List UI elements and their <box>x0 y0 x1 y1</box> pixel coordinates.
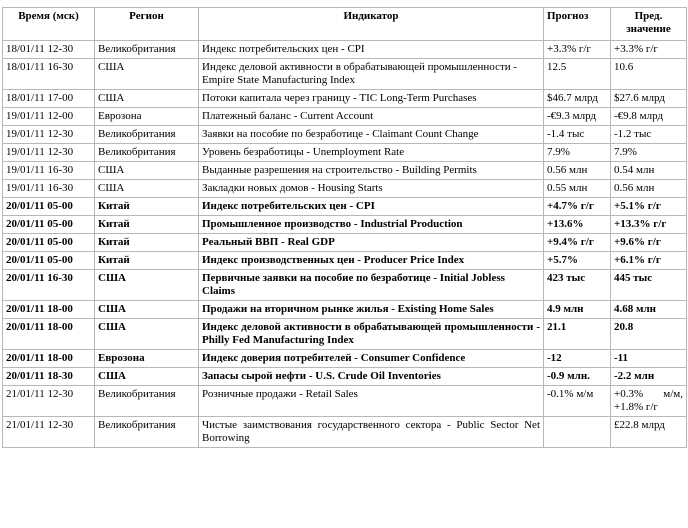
cell-forecast: $46.7 млрд <box>544 90 611 108</box>
table-row <box>3 350 687 368</box>
cell-time: 20/01/11 05-00 <box>3 198 95 216</box>
cell-forecast: -0.9 млн. <box>544 368 611 386</box>
header-indicator: Индикатор <box>199 8 544 41</box>
table-row <box>3 301 687 319</box>
cell-indicator: Первичные заявки на пособие по безработице - Initial Jobless Claims <box>199 270 544 301</box>
cell-time: 20/01/11 05-00 <box>3 216 95 234</box>
cell-region: США <box>95 319 199 350</box>
cell-time: 20/01/11 18-00 <box>3 301 95 319</box>
cell-indicator: Заявки на пособие по безработице - Claimant Count Change <box>199 126 544 144</box>
cell-region: США <box>95 368 199 386</box>
table-row <box>3 216 687 234</box>
cell-previous: 4.68 млн <box>611 301 687 319</box>
table-row <box>3 41 687 59</box>
cell-forecast: +4.7% г/г <box>544 198 611 216</box>
cell-previous: 10.6 <box>611 59 687 90</box>
cell-time: 19/01/11 16-30 <box>3 180 95 198</box>
cell-forecast: 21.1 <box>544 319 611 350</box>
cell-time: 20/01/11 05-00 <box>3 252 95 270</box>
header-row <box>3 8 687 41</box>
cell-forecast: +5.7% <box>544 252 611 270</box>
cell-previous: +3.3% г/г <box>611 41 687 59</box>
cell-region: Китай <box>95 198 199 216</box>
cell-previous: -€9.8 млрд <box>611 108 687 126</box>
cell-time: 21/01/11 12-30 <box>3 386 95 417</box>
cell-forecast: -12 <box>544 350 611 368</box>
cell-indicator: Индекс доверия потребителей - Consumer Confidence <box>199 350 544 368</box>
table-row <box>3 252 687 270</box>
cell-region: Китай <box>95 216 199 234</box>
header-forecast: Прогноз <box>544 8 611 41</box>
table-row <box>3 319 687 350</box>
cell-time: 21/01/11 12-30 <box>3 417 95 448</box>
cell-region: Еврозона <box>95 108 199 126</box>
header-region: Регион <box>95 8 199 41</box>
cell-forecast: -1.4 тыс <box>544 126 611 144</box>
cell-forecast: 423 тыс <box>544 270 611 301</box>
cell-region: США <box>95 301 199 319</box>
cell-previous: +6.1% г/г <box>611 252 687 270</box>
cell-time: 18/01/11 17-00 <box>3 90 95 108</box>
cell-region: Еврозона <box>95 350 199 368</box>
cell-region: Великобритания <box>95 126 199 144</box>
header-time: Время (мск) <box>3 8 95 41</box>
cell-forecast: 0.55 млн <box>544 180 611 198</box>
economic-calendar-table <box>2 7 687 448</box>
cell-indicator: Чистые заимствования государственного сектора - Public Sector Net Borrowing <box>199 417 544 448</box>
cell-time: 18/01/11 16-30 <box>3 59 95 90</box>
cell-time: 20/01/11 18-00 <box>3 350 95 368</box>
cell-indicator: Индекс деловой активности в обрабатывающей промышленности - Empire State Manufacturing Index <box>199 59 544 90</box>
cell-region: США <box>95 270 199 301</box>
cell-previous: 20.8 <box>611 319 687 350</box>
cell-indicator: Платежный баланс - Current Account <box>199 108 544 126</box>
table-row <box>3 126 687 144</box>
cell-forecast <box>544 417 611 448</box>
cell-forecast: +13.6% <box>544 216 611 234</box>
cell-time: 20/01/11 16-30 <box>3 270 95 301</box>
cell-indicator: Уровень безработицы - Unemployment Rate <box>199 144 544 162</box>
cell-time: 19/01/11 12-30 <box>3 126 95 144</box>
cell-forecast: 7.9% <box>544 144 611 162</box>
cell-indicator: Индекс потребительских цен - CPI <box>199 198 544 216</box>
cell-time: 19/01/11 12-30 <box>3 144 95 162</box>
cell-forecast: 12.5 <box>544 59 611 90</box>
cell-forecast: 0.56 млн <box>544 162 611 180</box>
cell-region: США <box>95 162 199 180</box>
cell-indicator: Розничные продажи - Retail Sales <box>199 386 544 417</box>
cell-indicator: Закладки новых домов - Housing Starts <box>199 180 544 198</box>
cell-indicator: Индекс потребительских цен - CPI <box>199 41 544 59</box>
table-row <box>3 108 687 126</box>
cell-time: 20/01/11 18-30 <box>3 368 95 386</box>
cell-forecast: +9.4% г/г <box>544 234 611 252</box>
table-row <box>3 368 687 386</box>
cell-forecast: -0.1% м/м <box>544 386 611 417</box>
cell-previous: £22.8 млрд <box>611 417 687 448</box>
cell-previous: -11 <box>611 350 687 368</box>
table-row <box>3 180 687 198</box>
cell-region: Великобритания <box>95 144 199 162</box>
cell-forecast: +3.3% г/г <box>544 41 611 59</box>
cell-region: США <box>95 180 199 198</box>
cell-region: Великобритания <box>95 386 199 417</box>
cell-indicator: Индекс производственных цен - Producer Price Index <box>199 252 544 270</box>
table-row <box>3 144 687 162</box>
cell-previous: 0.54 млн <box>611 162 687 180</box>
cell-previous: $27.6 млрд <box>611 90 687 108</box>
cell-region: Великобритания <box>95 41 199 59</box>
cell-indicator: Потоки капитала через границу - TIC Long-Term Purchases <box>199 90 544 108</box>
cell-previous: +9.6% г/г <box>611 234 687 252</box>
cell-indicator: Индекс деловой активности в обрабатывающей промышленности - Philly Fed Manufacturing Index <box>199 319 544 350</box>
cell-time: 19/01/11 12-00 <box>3 108 95 126</box>
cell-previous: 7.9% <box>611 144 687 162</box>
cell-time: 20/01/11 18-00 <box>3 319 95 350</box>
cell-region: Великобритания <box>95 417 199 448</box>
cell-region: Китай <box>95 234 199 252</box>
cell-forecast: -€9.3 млрд <box>544 108 611 126</box>
cell-region: США <box>95 59 199 90</box>
table-row <box>3 417 687 448</box>
cell-time: 19/01/11 16-30 <box>3 162 95 180</box>
table-body <box>3 41 687 448</box>
cell-previous: +0.3% м/м, +1.8% г/г <box>611 386 687 417</box>
cell-indicator: Выданные разрешения на строительство - Building Permits <box>199 162 544 180</box>
cell-indicator: Продажи на вторичном рынке жилья - Existing Home Sales <box>199 301 544 319</box>
header-previous: Пред. значение <box>611 8 687 41</box>
cell-region: Китай <box>95 252 199 270</box>
cell-previous: 0.56 млн <box>611 180 687 198</box>
cell-forecast: 4.9 млн <box>544 301 611 319</box>
table-row <box>3 90 687 108</box>
cell-previous: +13.3% г/г <box>611 216 687 234</box>
table-row <box>3 234 687 252</box>
cell-indicator: Промышленное производство - Industrial Production <box>199 216 544 234</box>
cell-previous: -2.2 млн <box>611 368 687 386</box>
table-row <box>3 162 687 180</box>
table-row <box>3 386 687 417</box>
cell-previous: -1.2 тыс <box>611 126 687 144</box>
cell-indicator: Реальный ВВП - Real GDP <box>199 234 544 252</box>
cell-region: США <box>95 90 199 108</box>
table-row <box>3 198 687 216</box>
table-row <box>3 270 687 301</box>
cell-time: 18/01/11 12-30 <box>3 41 95 59</box>
cell-indicator: Запасы сырой нефти - U.S. Crude Oil Inventories <box>199 368 544 386</box>
cell-time: 20/01/11 05-00 <box>3 234 95 252</box>
table-row <box>3 59 687 90</box>
cell-previous: 445 тыс <box>611 270 687 301</box>
cell-previous: +5.1% г/г <box>611 198 687 216</box>
